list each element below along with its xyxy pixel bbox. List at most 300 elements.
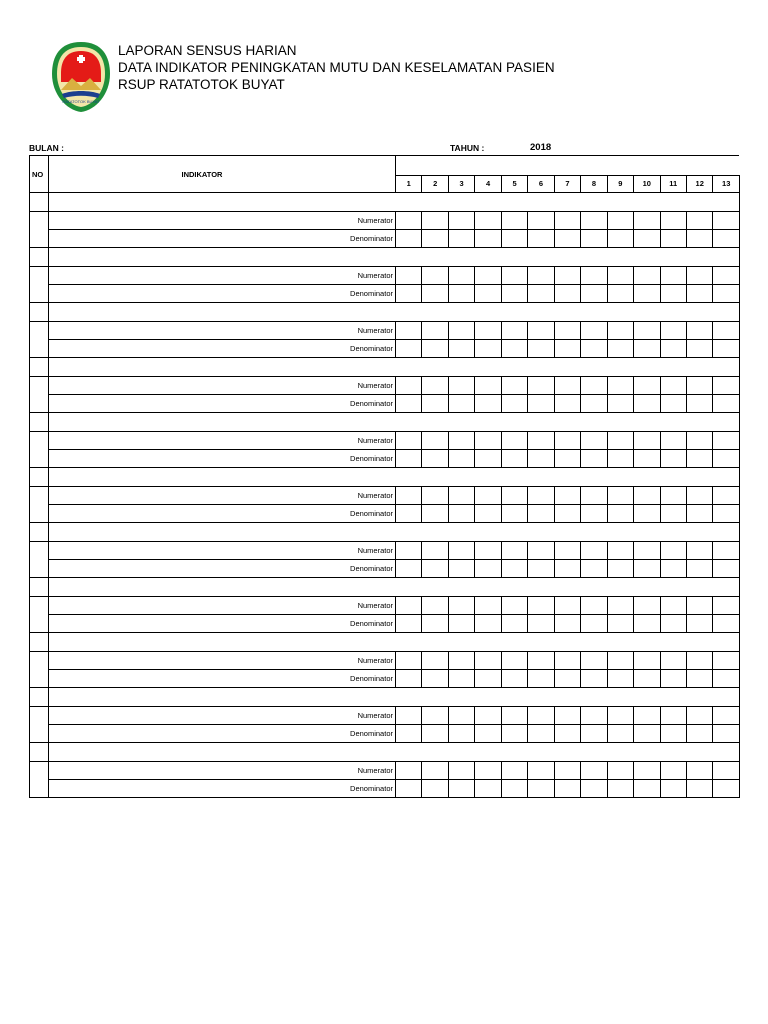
daily-value-cell[interactable]	[396, 212, 422, 230]
daily-value-cell[interactable]	[607, 505, 633, 523]
daily-value-cell[interactable]	[528, 322, 554, 340]
daily-value-cell[interactable]	[422, 505, 448, 523]
daily-value-cell[interactable]	[448, 560, 474, 578]
daily-value-cell[interactable]	[607, 395, 633, 413]
daily-value-cell[interactable]	[475, 230, 501, 248]
daily-value-cell[interactable]	[528, 780, 554, 798]
daily-value-cell[interactable]	[422, 487, 448, 505]
daily-value-cell[interactable]	[686, 230, 712, 248]
indicator-name-cell[interactable]	[49, 633, 740, 652]
daily-value-cell[interactable]	[686, 670, 712, 688]
daily-value-cell[interactable]	[396, 762, 422, 780]
daily-value-cell[interactable]	[607, 597, 633, 615]
daily-value-cell[interactable]	[660, 762, 686, 780]
daily-value-cell[interactable]	[475, 707, 501, 725]
daily-value-cell[interactable]	[634, 230, 660, 248]
indicator-number-cell[interactable]	[30, 358, 49, 377]
daily-value-cell[interactable]	[660, 230, 686, 248]
daily-value-cell[interactable]	[475, 597, 501, 615]
daily-value-cell[interactable]	[475, 762, 501, 780]
daily-value-cell[interactable]	[607, 450, 633, 468]
daily-value-cell[interactable]	[634, 615, 660, 633]
daily-value-cell[interactable]	[501, 450, 527, 468]
daily-value-cell[interactable]	[554, 780, 580, 798]
daily-value-cell[interactable]	[501, 652, 527, 670]
indicator-name-cell[interactable]	[49, 688, 740, 707]
daily-value-cell[interactable]	[475, 395, 501, 413]
daily-value-cell[interactable]	[581, 597, 607, 615]
daily-value-cell[interactable]	[448, 285, 474, 303]
daily-value-cell[interactable]	[501, 505, 527, 523]
daily-value-cell[interactable]	[475, 615, 501, 633]
daily-value-cell[interactable]	[554, 487, 580, 505]
daily-value-cell[interactable]	[634, 212, 660, 230]
daily-value-cell[interactable]	[581, 340, 607, 358]
daily-value-cell[interactable]	[634, 597, 660, 615]
daily-value-cell[interactable]	[686, 432, 712, 450]
indicator-number-cell[interactable]	[30, 688, 49, 707]
daily-value-cell[interactable]	[554, 395, 580, 413]
daily-value-cell[interactable]	[448, 542, 474, 560]
daily-value-cell[interactable]	[422, 230, 448, 248]
daily-value-cell[interactable]	[713, 670, 740, 688]
daily-value-cell[interactable]	[660, 487, 686, 505]
daily-value-cell[interactable]	[396, 505, 422, 523]
daily-value-cell[interactable]	[554, 707, 580, 725]
daily-value-cell[interactable]	[448, 725, 474, 743]
daily-value-cell[interactable]	[554, 432, 580, 450]
daily-value-cell[interactable]	[713, 212, 740, 230]
daily-value-cell[interactable]	[581, 487, 607, 505]
daily-value-cell[interactable]	[396, 560, 422, 578]
daily-value-cell[interactable]	[554, 267, 580, 285]
daily-value-cell[interactable]	[554, 542, 580, 560]
daily-value-cell[interactable]	[686, 542, 712, 560]
daily-value-cell[interactable]	[422, 322, 448, 340]
daily-value-cell[interactable]	[475, 267, 501, 285]
daily-value-cell[interactable]	[396, 340, 422, 358]
daily-value-cell[interactable]	[686, 340, 712, 358]
daily-value-cell[interactable]	[501, 267, 527, 285]
daily-value-cell[interactable]	[554, 340, 580, 358]
indicator-name-cell[interactable]	[49, 468, 740, 487]
daily-value-cell[interactable]	[713, 267, 740, 285]
daily-value-cell[interactable]	[448, 450, 474, 468]
daily-value-cell[interactable]	[501, 542, 527, 560]
daily-value-cell[interactable]	[554, 615, 580, 633]
daily-value-cell[interactable]	[554, 597, 580, 615]
daily-value-cell[interactable]	[554, 377, 580, 395]
daily-value-cell[interactable]	[528, 432, 554, 450]
daily-value-cell[interactable]	[660, 560, 686, 578]
daily-value-cell[interactable]	[501, 707, 527, 725]
daily-value-cell[interactable]	[528, 762, 554, 780]
daily-value-cell[interactable]	[422, 377, 448, 395]
daily-value-cell[interactable]	[554, 762, 580, 780]
indicator-number-cell[interactable]	[30, 303, 49, 322]
daily-value-cell[interactable]	[581, 615, 607, 633]
daily-value-cell[interactable]	[501, 615, 527, 633]
daily-value-cell[interactable]	[634, 652, 660, 670]
daily-value-cell[interactable]	[607, 377, 633, 395]
daily-value-cell[interactable]	[634, 450, 660, 468]
daily-value-cell[interactable]	[713, 725, 740, 743]
daily-value-cell[interactable]	[501, 762, 527, 780]
daily-value-cell[interactable]	[581, 560, 607, 578]
daily-value-cell[interactable]	[607, 560, 633, 578]
daily-value-cell[interactable]	[686, 652, 712, 670]
daily-value-cell[interactable]	[634, 670, 660, 688]
daily-value-cell[interactable]	[422, 597, 448, 615]
daily-value-cell[interactable]	[396, 615, 422, 633]
daily-value-cell[interactable]	[422, 762, 448, 780]
indicator-name-cell[interactable]	[49, 743, 740, 762]
daily-value-cell[interactable]	[581, 505, 607, 523]
daily-value-cell[interactable]	[660, 450, 686, 468]
daily-value-cell[interactable]	[607, 230, 633, 248]
daily-value-cell[interactable]	[475, 670, 501, 688]
daily-value-cell[interactable]	[660, 652, 686, 670]
daily-value-cell[interactable]	[528, 652, 554, 670]
daily-value-cell[interactable]	[501, 725, 527, 743]
daily-value-cell[interactable]	[396, 542, 422, 560]
daily-value-cell[interactable]	[634, 487, 660, 505]
daily-value-cell[interactable]	[528, 542, 554, 560]
daily-value-cell[interactable]	[607, 707, 633, 725]
daily-value-cell[interactable]	[634, 542, 660, 560]
daily-value-cell[interactable]	[607, 212, 633, 230]
daily-value-cell[interactable]	[581, 652, 607, 670]
daily-value-cell[interactable]	[422, 670, 448, 688]
daily-value-cell[interactable]	[528, 560, 554, 578]
daily-value-cell[interactable]	[528, 707, 554, 725]
daily-value-cell[interactable]	[448, 267, 474, 285]
daily-value-cell[interactable]	[422, 432, 448, 450]
daily-value-cell[interactable]	[448, 230, 474, 248]
daily-value-cell[interactable]	[448, 505, 474, 523]
daily-value-cell[interactable]	[422, 285, 448, 303]
daily-value-cell[interactable]	[634, 505, 660, 523]
daily-value-cell[interactable]	[501, 395, 527, 413]
daily-value-cell[interactable]	[475, 542, 501, 560]
daily-value-cell[interactable]	[528, 450, 554, 468]
daily-value-cell[interactable]	[686, 780, 712, 798]
daily-value-cell[interactable]	[713, 230, 740, 248]
daily-value-cell[interactable]	[396, 670, 422, 688]
daily-value-cell[interactable]	[581, 780, 607, 798]
daily-value-cell[interactable]	[501, 212, 527, 230]
indicator-number-cell[interactable]	[30, 193, 49, 212]
daily-value-cell[interactable]	[422, 560, 448, 578]
daily-value-cell[interactable]	[607, 340, 633, 358]
daily-value-cell[interactable]	[528, 230, 554, 248]
daily-value-cell[interactable]	[396, 322, 422, 340]
daily-value-cell[interactable]	[634, 267, 660, 285]
daily-value-cell[interactable]	[607, 615, 633, 633]
daily-value-cell[interactable]	[607, 780, 633, 798]
daily-value-cell[interactable]	[448, 487, 474, 505]
daily-value-cell[interactable]	[660, 322, 686, 340]
daily-value-cell[interactable]	[554, 725, 580, 743]
daily-value-cell[interactable]	[528, 377, 554, 395]
daily-value-cell[interactable]	[581, 542, 607, 560]
daily-value-cell[interactable]	[660, 432, 686, 450]
indicator-number-cell[interactable]	[30, 468, 49, 487]
daily-value-cell[interactable]	[448, 322, 474, 340]
daily-value-cell[interactable]	[475, 505, 501, 523]
daily-value-cell[interactable]	[475, 322, 501, 340]
daily-value-cell[interactable]	[448, 780, 474, 798]
daily-value-cell[interactable]	[554, 285, 580, 303]
daily-value-cell[interactable]	[528, 725, 554, 743]
daily-value-cell[interactable]	[660, 377, 686, 395]
daily-value-cell[interactable]	[422, 212, 448, 230]
daily-value-cell[interactable]	[660, 707, 686, 725]
daily-value-cell[interactable]	[581, 432, 607, 450]
daily-value-cell[interactable]	[660, 670, 686, 688]
daily-value-cell[interactable]	[686, 487, 712, 505]
daily-value-cell[interactable]	[554, 560, 580, 578]
daily-value-cell[interactable]	[634, 725, 660, 743]
daily-value-cell[interactable]	[422, 340, 448, 358]
daily-value-cell[interactable]	[528, 597, 554, 615]
daily-value-cell[interactable]	[607, 542, 633, 560]
daily-value-cell[interactable]	[396, 285, 422, 303]
daily-value-cell[interactable]	[554, 670, 580, 688]
daily-value-cell[interactable]	[713, 487, 740, 505]
daily-value-cell[interactable]	[686, 377, 712, 395]
indicator-name-cell[interactable]	[49, 303, 740, 322]
daily-value-cell[interactable]	[501, 285, 527, 303]
daily-value-cell[interactable]	[713, 762, 740, 780]
daily-value-cell[interactable]	[607, 652, 633, 670]
daily-value-cell[interactable]	[396, 267, 422, 285]
daily-value-cell[interactable]	[660, 780, 686, 798]
daily-value-cell[interactable]	[607, 322, 633, 340]
daily-value-cell[interactable]	[713, 652, 740, 670]
daily-value-cell[interactable]	[634, 322, 660, 340]
daily-value-cell[interactable]	[660, 615, 686, 633]
daily-value-cell[interactable]	[554, 505, 580, 523]
daily-value-cell[interactable]	[634, 340, 660, 358]
indicator-number-cell[interactable]	[30, 413, 49, 432]
daily-value-cell[interactable]	[660, 725, 686, 743]
daily-value-cell[interactable]	[396, 230, 422, 248]
daily-value-cell[interactable]	[581, 395, 607, 413]
daily-value-cell[interactable]	[422, 780, 448, 798]
indicator-name-cell[interactable]	[49, 413, 740, 432]
daily-value-cell[interactable]	[475, 487, 501, 505]
daily-value-cell[interactable]	[581, 230, 607, 248]
daily-value-cell[interactable]	[686, 450, 712, 468]
daily-value-cell[interactable]	[448, 212, 474, 230]
daily-value-cell[interactable]	[554, 450, 580, 468]
daily-value-cell[interactable]	[422, 652, 448, 670]
daily-value-cell[interactable]	[634, 780, 660, 798]
daily-value-cell[interactable]	[475, 450, 501, 468]
daily-value-cell[interactable]	[686, 322, 712, 340]
daily-value-cell[interactable]	[581, 377, 607, 395]
daily-value-cell[interactable]	[554, 230, 580, 248]
indicator-name-cell[interactable]	[49, 193, 740, 212]
daily-value-cell[interactable]	[581, 762, 607, 780]
daily-value-cell[interactable]	[660, 285, 686, 303]
daily-value-cell[interactable]	[634, 285, 660, 303]
daily-value-cell[interactable]	[396, 377, 422, 395]
daily-value-cell[interactable]	[422, 707, 448, 725]
daily-value-cell[interactable]	[686, 725, 712, 743]
daily-value-cell[interactable]	[396, 725, 422, 743]
indicator-number-cell[interactable]	[30, 578, 49, 597]
daily-value-cell[interactable]	[686, 560, 712, 578]
daily-value-cell[interactable]	[475, 652, 501, 670]
daily-value-cell[interactable]	[528, 487, 554, 505]
daily-value-cell[interactable]	[581, 725, 607, 743]
daily-value-cell[interactable]	[581, 212, 607, 230]
daily-value-cell[interactable]	[607, 725, 633, 743]
daily-value-cell[interactable]	[713, 780, 740, 798]
daily-value-cell[interactable]	[686, 505, 712, 523]
daily-value-cell[interactable]	[713, 340, 740, 358]
daily-value-cell[interactable]	[396, 780, 422, 798]
daily-value-cell[interactable]	[634, 395, 660, 413]
daily-value-cell[interactable]	[448, 597, 474, 615]
daily-value-cell[interactable]	[713, 615, 740, 633]
daily-value-cell[interactable]	[713, 505, 740, 523]
daily-value-cell[interactable]	[554, 322, 580, 340]
daily-value-cell[interactable]	[475, 377, 501, 395]
daily-value-cell[interactable]	[528, 670, 554, 688]
daily-value-cell[interactable]	[501, 597, 527, 615]
daily-value-cell[interactable]	[448, 340, 474, 358]
daily-value-cell[interactable]	[607, 285, 633, 303]
daily-value-cell[interactable]	[660, 395, 686, 413]
daily-value-cell[interactable]	[686, 762, 712, 780]
daily-value-cell[interactable]	[501, 340, 527, 358]
daily-value-cell[interactable]	[713, 432, 740, 450]
daily-value-cell[interactable]	[396, 432, 422, 450]
daily-value-cell[interactable]	[528, 212, 554, 230]
daily-value-cell[interactable]	[528, 267, 554, 285]
daily-value-cell[interactable]	[475, 340, 501, 358]
daily-value-cell[interactable]	[554, 212, 580, 230]
daily-value-cell[interactable]	[422, 542, 448, 560]
daily-value-cell[interactable]	[528, 505, 554, 523]
daily-value-cell[interactable]	[501, 560, 527, 578]
daily-value-cell[interactable]	[528, 285, 554, 303]
daily-value-cell[interactable]	[686, 615, 712, 633]
daily-value-cell[interactable]	[581, 450, 607, 468]
daily-value-cell[interactable]	[396, 652, 422, 670]
daily-value-cell[interactable]	[475, 285, 501, 303]
daily-value-cell[interactable]	[422, 725, 448, 743]
daily-value-cell[interactable]	[422, 450, 448, 468]
daily-value-cell[interactable]	[634, 560, 660, 578]
daily-value-cell[interactable]	[422, 267, 448, 285]
daily-value-cell[interactable]	[422, 615, 448, 633]
daily-value-cell[interactable]	[396, 395, 422, 413]
daily-value-cell[interactable]	[634, 762, 660, 780]
daily-value-cell[interactable]	[607, 432, 633, 450]
daily-value-cell[interactable]	[713, 285, 740, 303]
daily-value-cell[interactable]	[475, 725, 501, 743]
daily-value-cell[interactable]	[448, 652, 474, 670]
daily-value-cell[interactable]	[528, 395, 554, 413]
daily-value-cell[interactable]	[660, 597, 686, 615]
daily-value-cell[interactable]	[686, 707, 712, 725]
daily-value-cell[interactable]	[396, 487, 422, 505]
daily-value-cell[interactable]	[686, 597, 712, 615]
indicator-name-cell[interactable]	[49, 248, 740, 267]
daily-value-cell[interactable]	[448, 762, 474, 780]
daily-value-cell[interactable]	[660, 542, 686, 560]
daily-value-cell[interactable]	[713, 542, 740, 560]
daily-value-cell[interactable]	[448, 615, 474, 633]
daily-value-cell[interactable]	[713, 597, 740, 615]
daily-value-cell[interactable]	[660, 505, 686, 523]
daily-value-cell[interactable]	[501, 780, 527, 798]
daily-value-cell[interactable]	[396, 597, 422, 615]
daily-value-cell[interactable]	[501, 670, 527, 688]
daily-value-cell[interactable]	[660, 212, 686, 230]
daily-value-cell[interactable]	[448, 707, 474, 725]
daily-value-cell[interactable]	[528, 340, 554, 358]
daily-value-cell[interactable]	[475, 560, 501, 578]
daily-value-cell[interactable]	[713, 450, 740, 468]
daily-value-cell[interactable]	[581, 322, 607, 340]
daily-value-cell[interactable]	[660, 267, 686, 285]
daily-value-cell[interactable]	[686, 285, 712, 303]
daily-value-cell[interactable]	[501, 322, 527, 340]
daily-value-cell[interactable]	[396, 450, 422, 468]
daily-value-cell[interactable]	[660, 340, 686, 358]
daily-value-cell[interactable]	[634, 432, 660, 450]
daily-value-cell[interactable]	[448, 395, 474, 413]
daily-value-cell[interactable]	[607, 762, 633, 780]
daily-value-cell[interactable]	[501, 230, 527, 248]
daily-value-cell[interactable]	[396, 707, 422, 725]
indicator-number-cell[interactable]	[30, 743, 49, 762]
daily-value-cell[interactable]	[686, 212, 712, 230]
daily-value-cell[interactable]	[581, 285, 607, 303]
daily-value-cell[interactable]	[686, 395, 712, 413]
daily-value-cell[interactable]	[501, 432, 527, 450]
daily-value-cell[interactable]	[448, 377, 474, 395]
daily-value-cell[interactable]	[607, 670, 633, 688]
indicator-number-cell[interactable]	[30, 248, 49, 267]
daily-value-cell[interactable]	[448, 432, 474, 450]
indicator-name-cell[interactable]	[49, 523, 740, 542]
indicator-number-cell[interactable]	[30, 523, 49, 542]
daily-value-cell[interactable]	[581, 707, 607, 725]
daily-value-cell[interactable]	[448, 670, 474, 688]
daily-value-cell[interactable]	[686, 267, 712, 285]
daily-value-cell[interactable]	[713, 707, 740, 725]
daily-value-cell[interactable]	[501, 377, 527, 395]
daily-value-cell[interactable]	[581, 267, 607, 285]
daily-value-cell[interactable]	[422, 395, 448, 413]
daily-value-cell[interactable]	[528, 615, 554, 633]
daily-value-cell[interactable]	[713, 377, 740, 395]
daily-value-cell[interactable]	[634, 377, 660, 395]
indicator-name-cell[interactable]	[49, 358, 740, 377]
daily-value-cell[interactable]	[554, 652, 580, 670]
daily-value-cell[interactable]	[634, 707, 660, 725]
daily-value-cell[interactable]	[607, 487, 633, 505]
indicator-name-cell[interactable]	[49, 578, 740, 597]
daily-value-cell[interactable]	[607, 267, 633, 285]
daily-value-cell[interactable]	[475, 212, 501, 230]
